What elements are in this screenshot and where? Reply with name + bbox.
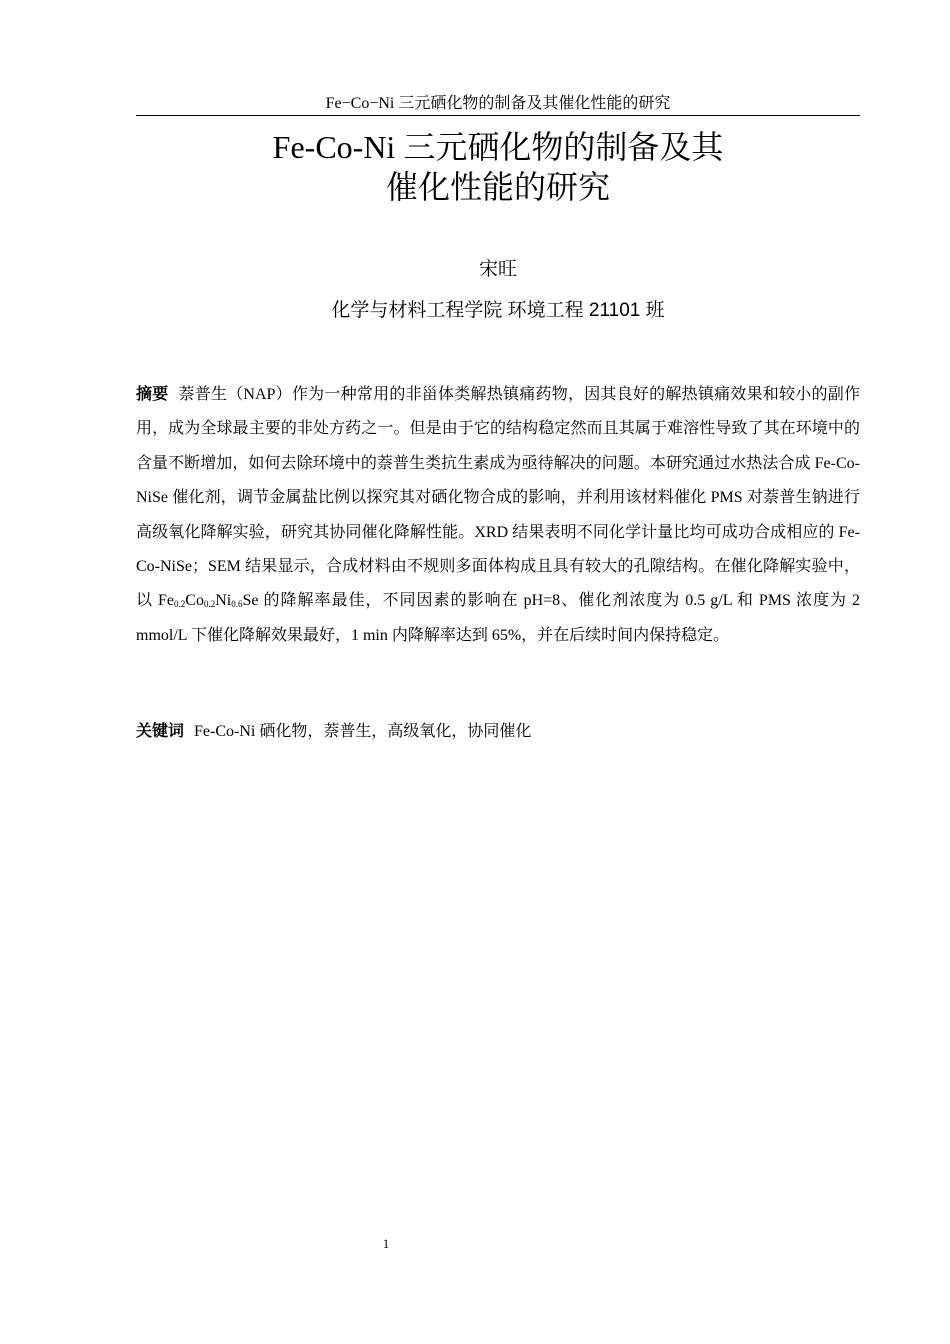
keywords-text: Fe-Co-Ni 硒化物，萘普生，高级氧化，协同催化 [194, 723, 532, 740]
title-line-2: 催化性能的研究 [385, 169, 610, 205]
author-affiliation: 化学与材料工程学院 环境工程 21101 班 [331, 300, 665, 321]
formula-element-co: Co [185, 592, 204, 610]
keywords-line [136, 715, 860, 749]
abstract-label: 摘要 [136, 386, 169, 403]
catalyst-formula [158, 592, 258, 609]
formula-subscript-fe: 0.2 [174, 599, 186, 610]
keywords-label: 关键词 [136, 723, 185, 740]
page-number: 1 [382, 1236, 390, 1251]
formula-element-ni: Ni [215, 592, 232, 610]
title-line-1: Fe-Co-Ni 三元硒化物的制备及其 [272, 129, 724, 165]
page-title [136, 127, 860, 207]
formula-subscript-co: 0.2 [203, 599, 216, 610]
formula-element-se: Se [242, 592, 259, 610]
formula-subscript-ni: 0.6 [231, 599, 243, 610]
abstract-paragraph [136, 378, 860, 653]
running-header: Fe−Co−Ni 三元硒化物的制备及其催化性能的研究 [325, 95, 671, 112]
abstract-text-part2: 的降解率最佳，不同因素的影响在 pH=8、催化剂浓度为 0.5 g/L 和 PMS 浓度为 2 mmol/L 下催化降解效果最好，1 min 内降解率达到 65%，并在后续时间内保持稳定。 [136, 592, 860, 644]
author-name: 宋旺 [478, 259, 517, 280]
header-rule [136, 115, 860, 116]
abstract-text-part1: 萘普生（NAP）作为一种常用的非甾体类解热镇痛药物，因其良好的解热镇痛效果和较小的副作用，成为全球最主要的非处方药之一。但是由于它的结构稳定然而且其属于难溶性导致了其在环境中的含量不断增加，如何去除环境中的萘普生类抗生素成为亟待解决的问题。本研究通过水热法合成 Fe-Co-NiSe 催化剂，调节金属盐比例以探究其对硒化物合成的影响，并利用该材料催化 PMS 对萘普生钠进行高级氧化降解实验，研究其协同催化降解性能。XRD 结果表明不同化学计量比均可成功合成相应的 Fe-Co-NiSe；SEM 结果显示，合成材料由不规则多面体构成且具有较大的孔隙结构。在催化降解实验中，以 [136, 386, 860, 610]
formula-element-fe: Fe [158, 592, 175, 610]
